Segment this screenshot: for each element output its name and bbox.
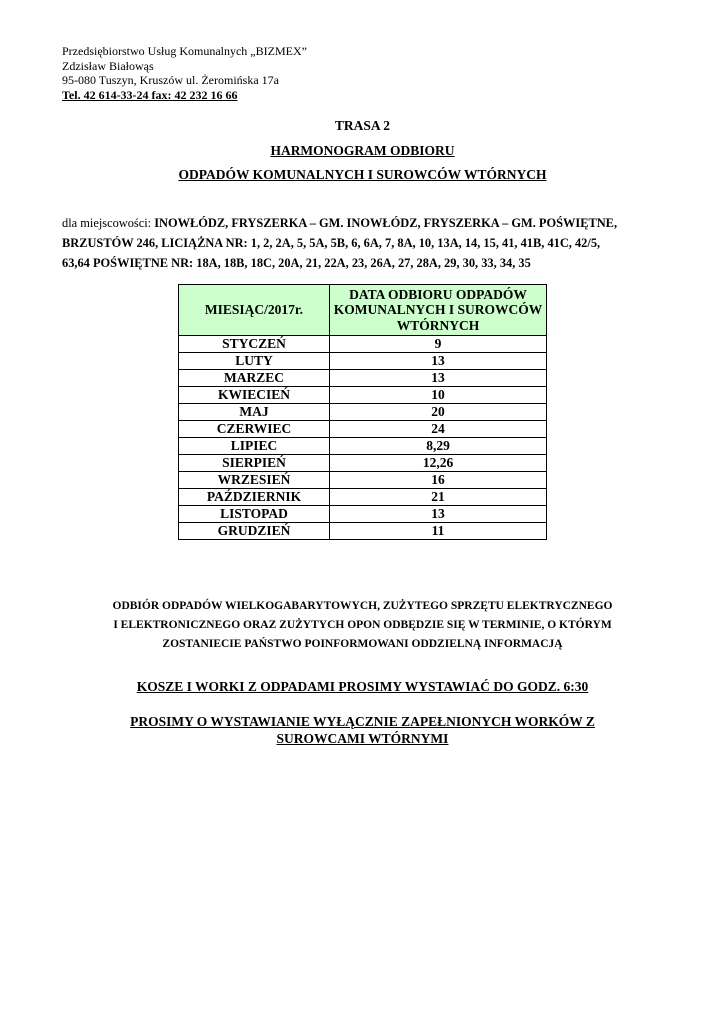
date-cell: 20 <box>330 404 547 421</box>
table-row <box>179 370 547 387</box>
company-phone: Tel. 42 614-33-24 fax: 42 232 16 66 <box>62 87 238 102</box>
table-row <box>179 404 547 421</box>
date-cell: 21 <box>330 489 547 506</box>
schedule-title: HARMONOGRAM ODBIORU <box>270 143 455 158</box>
company-address: 95-080 Tuszyn, Kruszów ul. Żeromińska 17a <box>62 73 279 87</box>
full-bags-notice <box>0 713 725 747</box>
month-cell: LUTY <box>179 353 330 370</box>
table-row <box>179 336 547 353</box>
month-cell: GRUDZIEŃ <box>179 523 330 540</box>
month-cell: SIERPIEŃ <box>179 455 330 472</box>
bulky-waste-notice <box>0 597 725 654</box>
location-list <box>62 213 672 273</box>
month-cell: STYCZEŃ <box>179 336 330 353</box>
company-owner: Zdzisław Białowąs <box>62 58 154 73</box>
month-cell: PAŹDZIERNIK <box>179 489 330 506</box>
route-title: TRASA 2 <box>334 118 391 133</box>
date-cell: 9 <box>330 336 547 353</box>
company-header <box>62 44 307 102</box>
date-cell: 13 <box>330 370 547 387</box>
month-cell: LIPIEC <box>179 438 330 455</box>
table-row <box>179 353 547 370</box>
table-row <box>179 472 547 489</box>
month-cell: MAJ <box>179 404 330 421</box>
bulky-notice-line-2: I ELEKTRONICZNEGO ORAZ ZUŻYTYCH OPON ODBĘDZIE SIĘ W TERMINIE, O KTÓRYM <box>113 619 612 631</box>
location-line-1: INOWŁÓDZ, FRYSZERKA – GM. INOWŁÓDZ, FRYSZERKA – GM. POŚWIĘTNE, <box>154 216 618 230</box>
header-date: DATA ODBIORU ODPADÓW KOMUNALNYCH I SUROWCÓW WTÓRNYCH <box>330 285 547 336</box>
month-cell: CZERWIEC <box>179 421 330 438</box>
table-row <box>179 421 547 438</box>
header-month: MIESIĄC/2017r. <box>179 285 330 336</box>
full-bags-line-1: PROSIMY O WYSTAWIANIE WYŁĄCZNIE ZAPEŁNIONYCH WORKÓW Z <box>130 714 595 729</box>
table-row <box>179 438 547 455</box>
location-line-2: BRZUSTÓW 246, LICIĄŻNA NR: 1, 2, 2A, 5, 5A, 5B, 6, 6A, 7, 8A, 10, 13A, 14, 15, 41, 41B, 41C, 42/5, <box>62 236 601 250</box>
month-cell: MARZEC <box>179 370 330 387</box>
table-row <box>179 455 547 472</box>
date-cell: 12,26 <box>330 455 547 472</box>
date-cell: 13 <box>330 353 547 370</box>
bins-time-notice: KOSZE I WORKI Z ODPADAMI PROSIMY WYSTAWIAĆ DO GODZ. 6:30 <box>136 679 589 694</box>
full-bags-line-2: SUROWCAMI WTÓRNYMI <box>276 731 449 746</box>
table-header-row <box>179 285 547 336</box>
collection-schedule-table <box>178 284 547 540</box>
table-row <box>179 523 547 540</box>
location-prefix: dla miejscowości: <box>62 216 155 230</box>
date-cell: 24 <box>330 421 547 438</box>
month-cell: KWIECIEŃ <box>179 387 330 404</box>
date-cell: 16 <box>330 472 547 489</box>
table-row <box>179 506 547 523</box>
location-line-3: 63,64 POŚWIĘTNE NR: 18A, 18B, 18C, 20A, 21, 22A, 23, 26A, 27, 28A, 29, 30, 33, 34, 35 <box>62 256 531 270</box>
table-row <box>179 489 547 506</box>
date-cell: 10 <box>330 387 547 404</box>
table-row <box>179 387 547 404</box>
company-name: Przedsiębiorstwo Usług Komunalnych „BIZMEX” <box>62 44 307 58</box>
subject-title: ODPADÓW KOMUNALNYCH I SUROWCÓW WTÓRNYCH <box>178 167 547 182</box>
bulky-notice-line-3: ZOSTANIECIE PAŃSTWO POINFORMOWANI ODDZIELNĄ INFORMACJĄ <box>162 638 563 650</box>
bulky-notice-line-1: ODBIÓR ODPADÓW WIELKOGABARYTOWYCH, ZUŻYTEGO SPRZĘTU ELEKTRYCZNEGO <box>112 600 613 612</box>
month-cell: LISTOPAD <box>179 506 330 523</box>
date-cell: 13 <box>330 506 547 523</box>
date-cell: 11 <box>330 523 547 540</box>
date-cell: 8,29 <box>330 438 547 455</box>
month-cell: WRZESIEŃ <box>179 472 330 489</box>
